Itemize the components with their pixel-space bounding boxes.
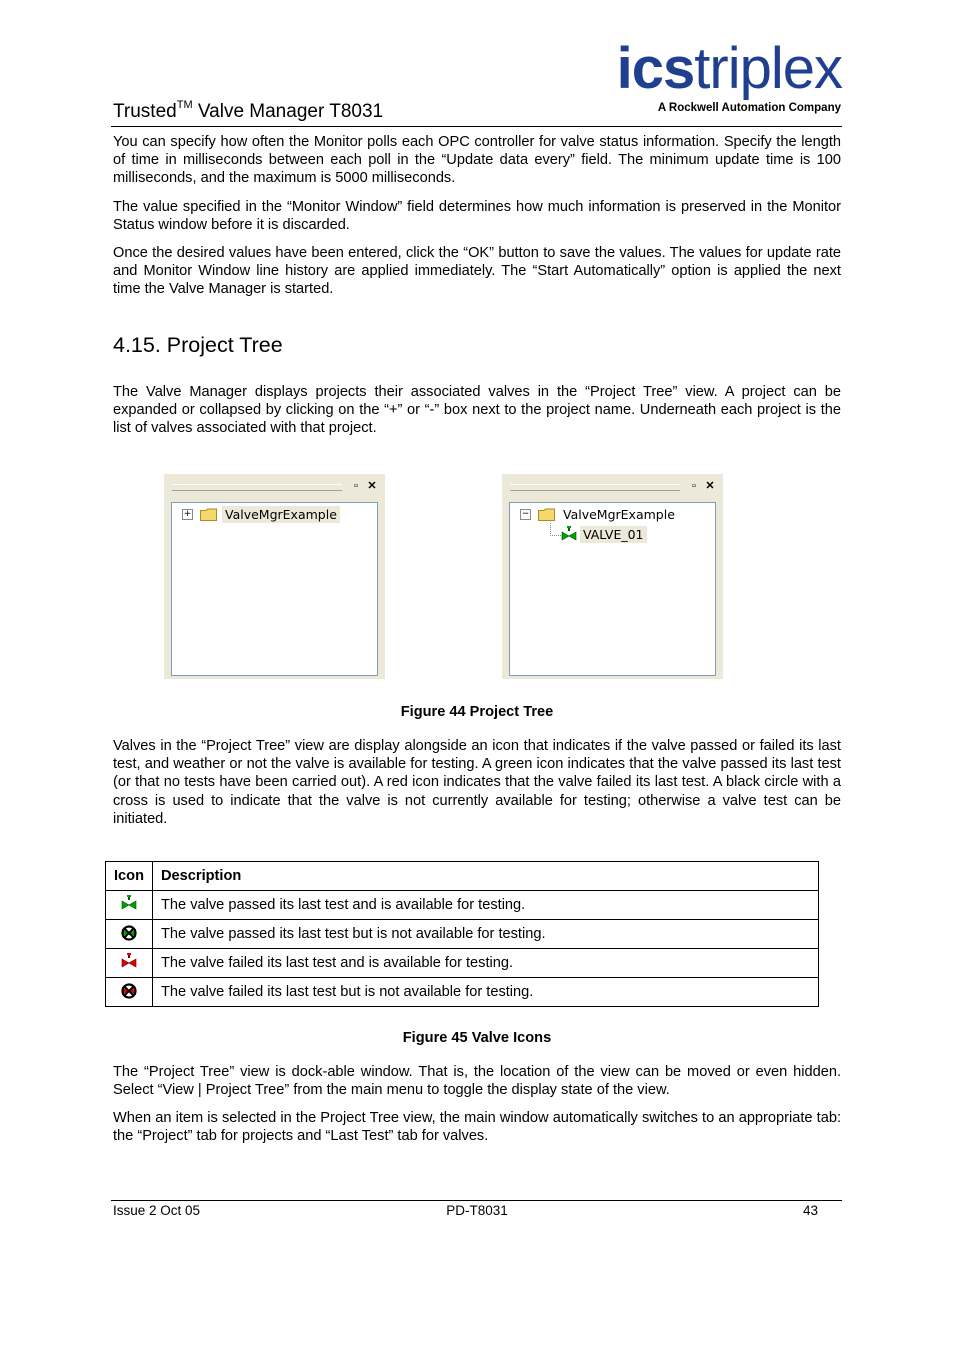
icon-cell	[106, 891, 153, 920]
figure-44-caption: Figure 44 Project Tree	[400, 704, 554, 720]
folder-icon	[538, 508, 555, 521]
title-prefix: Trusted	[113, 101, 177, 122]
footer-rule	[111, 1200, 842, 1201]
project-label: ValveMgrExample	[222, 506, 340, 523]
dock-grip[interactable]	[510, 484, 680, 491]
collapse-icon[interactable]: −	[521, 509, 530, 519]
table-row	[106, 891, 819, 920]
description-cell: The valve failed its last test and is available for testing.	[153, 949, 819, 978]
closing-paragraph-1: The “Project Tree” view is dock-able window. That is, the location of the view can be moved or even hidden. Select “View | Project Tree” from the main menu to toggle the display state of the view.	[113, 1064, 841, 1099]
section-paragraph: The Valve Manager displays projects their associated valves in the “Project Tree” view. A project can be expanded or collapsed by clicking on the “+” or “-” box next to the project name. Underneath each project is the list of valves associated with that project.	[113, 384, 841, 437]
logo-bold-text: ics	[616, 36, 695, 101]
tree-view	[509, 502, 716, 676]
title-suffix: Valve Manager T8031	[192, 101, 384, 122]
icon-column-header: Icon	[106, 862, 153, 891]
folder-icon	[200, 508, 217, 521]
icon-explanation-paragraph: Valves in the “Project Tree” view are display alongside an icon that indicates if the valve passed or failed its last test, and weather or not the valve is available for testing. A green icon indicates that the valve passed its last test (or that no tests have been carried out). A red icon indicates that the valve failed its last test. A black circle with a cross is used to indicate that the valve is not currently available for testing; otherwise a valve test can be initiated.	[113, 738, 841, 827]
table-row	[106, 920, 819, 949]
table-header-row	[106, 862, 819, 891]
close-icon[interactable]: ✕	[705, 480, 715, 492]
footer-page-number: 43	[802, 1203, 818, 1218]
valve-icon-table	[105, 861, 819, 1007]
description-cell: The valve failed its last test but is not available for testing.	[153, 978, 819, 1007]
figure-45-caption: Figure 45 Valve Icons	[402, 1030, 552, 1046]
header-rule	[111, 126, 842, 127]
intro-paragraph-2: The value specified in the “Monitor Window” field determines how much information is preserved in the Monitor Status window before it is discarded.	[113, 199, 841, 234]
description-cell: The valve passed its last test and is available for testing.	[153, 891, 819, 920]
valve-green-unavailable-icon	[120, 923, 138, 941]
valve-red-unavailable-icon	[120, 981, 138, 999]
valve-label: VALVE_01	[580, 526, 647, 543]
table-row	[106, 949, 819, 978]
intro-paragraph-3: Once the desired values have been entered, click the “OK” button to save the values. The values for update rate and Monitor Window line history are applied immediately. The “Start Automatically” option is applied the next time the Valve Manager is started.	[113, 245, 841, 298]
intro-paragraph-1: You can specify how often the Monitor polls each OPC controller for valve status information. Specify the length of time in milliseconds between each poll in the “Update data every” field. The minimum update time is 100 milliseconds, and the maximum is 5000 milliseconds.	[113, 134, 841, 187]
footer-issue: Issue 2 Oct 05	[113, 1203, 201, 1218]
expand-icon[interactable]: +	[183, 509, 192, 519]
dock-grip[interactable]	[172, 484, 342, 491]
table-row	[106, 978, 819, 1007]
icon-cell	[106, 978, 153, 1007]
maximize-icon[interactable]: ▫	[692, 480, 696, 492]
logo-light-text: triplex	[694, 36, 842, 101]
footer-doc-id: PD-T8031	[446, 1203, 508, 1218]
tree-node-project[interactable]	[520, 506, 678, 523]
maximize-icon[interactable]: ▫	[354, 480, 358, 492]
description-cell: The valve passed its last test but is not available for testing.	[153, 920, 819, 949]
valve-green-icon	[120, 894, 138, 912]
valve-green-icon	[560, 525, 578, 543]
logo-tagline: A Rockwell Automation Company	[657, 102, 841, 114]
trademark-sup: TM	[176, 99, 193, 111]
tree-node-valve[interactable]	[560, 525, 647, 543]
project-label: ValveMgrExample	[563, 507, 675, 522]
project-tree-expanded-panel	[502, 474, 723, 679]
tree-view	[171, 502, 378, 676]
close-icon[interactable]: ✕	[367, 480, 377, 492]
description-column-header: Description	[153, 862, 819, 891]
company-logo	[617, 38, 842, 100]
closing-paragraph-2: When an item is selected in the Project Tree view, the main window automatically switches to an appropriate tab: the “Project” tab for projects and “Last Test” tab for valves.	[113, 1110, 841, 1145]
section-heading: 4.15. Project Tree	[113, 333, 283, 357]
icon-cell	[106, 920, 153, 949]
tree-node-project[interactable]	[182, 506, 340, 523]
project-tree-collapsed-panel	[164, 474, 385, 679]
icon-cell	[106, 949, 153, 978]
document-title	[113, 101, 383, 123]
valve-red-icon	[120, 952, 138, 970]
